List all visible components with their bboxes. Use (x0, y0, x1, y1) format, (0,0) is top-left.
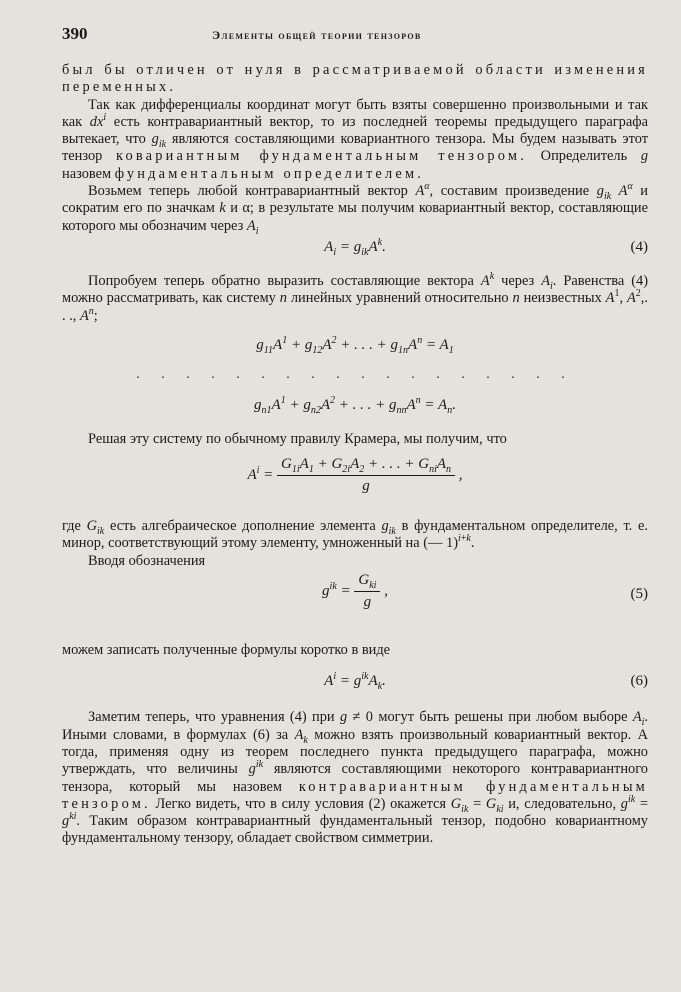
equation-number-5: (5) (630, 586, 648, 603)
paragraph-3: Попробуем теперь обратно выразить составляющие вектора $A^k$ через $A_i$. Равенства (4) можно рассматривать, как систему n линейных уравнений относительно n неизвестных $A^1$, $A^2$,. . ., $A^n$; (62, 271, 649, 324)
linear-system-first-row: $g_{11}A^1 + g_{12}A^2$ + . . . + $g_{1n}A^n = A_1$ (256, 334, 454, 356)
equation-5: $g^{ik}$ = $\frac{G_{ki}}{g}$ , (5) (322, 572, 648, 611)
linear-system-dots: . . . . . . . . . . . . . . . . . . (136, 366, 574, 382)
page-body (62, 62, 648, 848)
page-header (62, 24, 647, 46)
paragraph-1: Так как дифференциалы координат могут быть взяты совершенно произвольными и так как $dx^i$ есть контравариантный вектор, то из последней теоремы предыдущего параграфа вытекает, что $g_{ik}$ являются составляющими ковариантного тензора. Мы будем называть этот тензор ковариантным фундаментальным тензором. Определитель g назовем фундаментальным определителем. (62, 96, 649, 182)
term-contravariant-fundamental-tensor: контравариантным фундаментальным тензором. (62, 778, 648, 812)
paragraph-0: был бы отличен от нуля в рассматриваемой области изменения переменных. (62, 62, 648, 96)
paragraph-7: можем записать полученные формулы коротко в виде (62, 642, 391, 659)
term-covariant-fundamental-tensor: ковариантным фундаментальным тензором. (116, 148, 528, 165)
paragraph-5: где $G_{ik}$ есть алгебраическое дополнение элемента $g_{ik}$ в фундаментальном определителе, т. е. минор, соответствующий этому элементу, умноженный на (— 1)$^{i+k}$. (62, 518, 648, 552)
running-title: Элементы общей теории тензоров (212, 28, 422, 42)
equation-4: $A_i = g_{ik}A^k$. (4) (324, 236, 648, 258)
paragraph-2: Возьмем теперь любой контравариантный вектор $A^\alpha$, составим произведение $g_{ik}$ $A^\alpha$ и сократим его по значкам k и α; в результате мы получим ковариантный вектор, составляющие которого мы обозначим через $A_i$ (62, 181, 648, 237)
equation-number-6: (6) (630, 673, 648, 690)
term-fundamental-determinant: фундаментальным определителем. (114, 165, 425, 182)
paragraph-6: Вводя обозначения (88, 552, 206, 569)
cramer-formula: $A^i$ = $\frac{G_{1i}A_1 + G_{2i}A_2 + . . . + G_{ni}A_n}{g}$ , (247, 456, 463, 495)
linear-system-last-row: $g_{n1}A^1 + g_{n2}A^2$ + . . . + $g_{nn}A^n = A_n$. (254, 394, 456, 416)
paragraph-4: Решая эту систему по обычному правилу Крамера, мы получим, что (88, 430, 507, 447)
equation-6: $A^i = g^{ik}A_k$. (6) (324, 671, 648, 693)
paragraph-8: Заметим теперь, что уравнения (4) при g ≠ 0 могут быть решены при любом выборе $A_i$. Иными словами, в формулах (6) за $A_k$ можно взять произвольный ковариантный вектор. А тогда, применяя одну из теорем последнего пункта предыдущего параграфа, можно утверждать, что величины $g^{ik}$ являются составляющими некоторого контравариантного тензора, который мы назовем контравариантным фундаментальным тензором. Легко видеть, что в силу условия (2) окажется $G_{ik} = G_{ki}$ и, следовательно, $g^{ik} = g^{ki}$. Таким образом контравариантный фундаментальный тензор, подобно ковариантному фундаментальному тензору, обладает свойством симметрии. (62, 709, 649, 847)
page-number: 390 (62, 24, 88, 43)
equation-number-4: (4) (630, 238, 648, 255)
